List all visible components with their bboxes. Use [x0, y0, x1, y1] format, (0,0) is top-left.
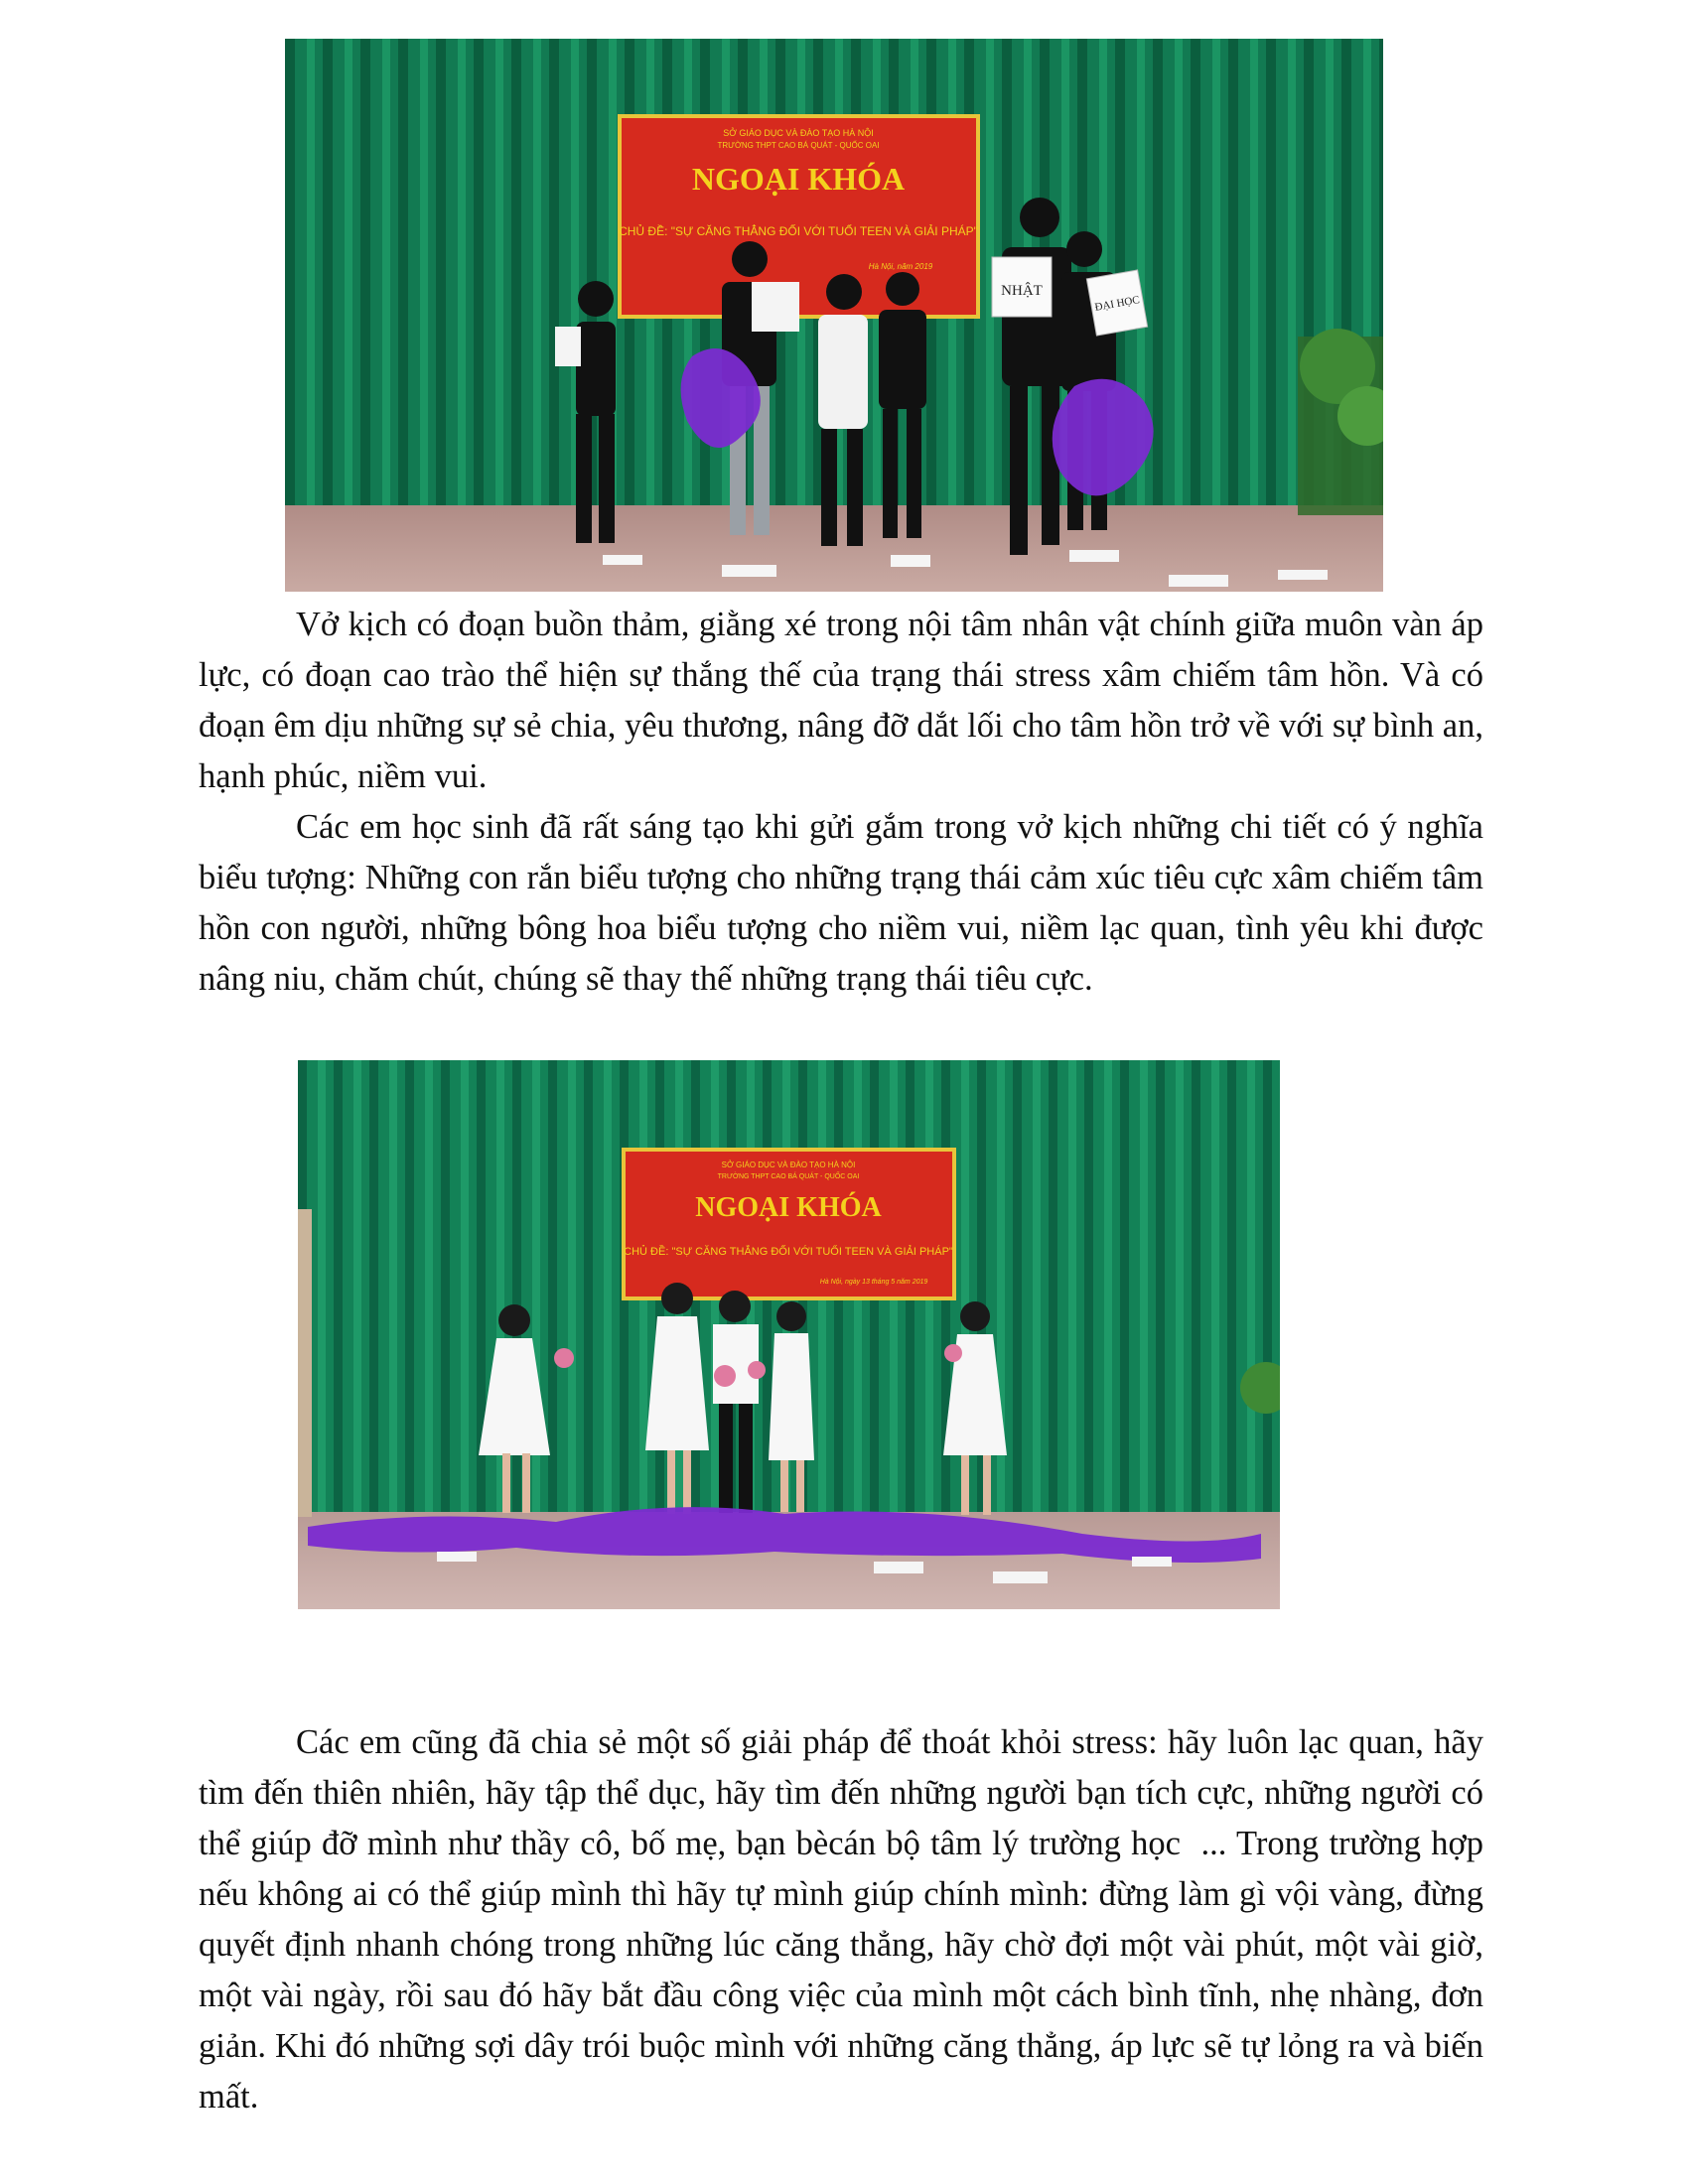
banner-1-line1: SỞ GIÁO DỤC VÀ ĐÀO TẠO HÀ NỘI: [723, 128, 874, 138]
stage-photo-2: [298, 1060, 1280, 1609]
sign-nhat: [992, 257, 1052, 317]
stage-photo-1: [285, 39, 1383, 592]
banner-1-title: NGOẠI KHÓA: [691, 161, 906, 197]
paragraph-3-part-a: Các em cũng đã chia sẻ một số giải pháp để thoát khỏi stress: hãy luôn lạc quan, hãy tìm đến thiên nhiên, hãy tập thể dục, hãy tìm đến những người bạn tích cực, những người có thể giúp đỡ mình như thầy cô, bố mẹ, bạn bècán bộ tâm lý trường học: [199, 1723, 1483, 1862]
banner-2-subtitle: CHỦ ĐỀ: "SỰ CĂNG THẲNG ĐỐI VỚI TUỔI TEEN VÀ GIẢI PHÁP": [624, 1246, 953, 1258]
banner-1-line2: TRƯỜNG THPT CAO BÁ QUÁT - QUỐC OAI: [717, 141, 880, 150]
banner-1-subtitle: CHỦ ĐỀ: "SỰ CĂNG THẲNG ĐỐI VỚI TUỔI TEEN VÀ GIẢI PHÁP": [619, 224, 978, 238]
banner-2-date: Hà Nội, ngày 13 tháng 5 năm 2019: [819, 1279, 928, 1286]
svg-text:ĐẠI HỌC: ĐẠI HỌC: [1093, 294, 1141, 314]
paragraph-3-part-b: ... Trong trường hợp nếu không ai có thể giúp mình thì hãy tự mình giúp chính mình: đừng làm gì vội vàng, đừng quyết định nhanh chóng trong những lúc căng thẳng, hãy chờ đợi một vài phút, một vài giờ, một vài ngày, rồi sau đó hãy bắt đầu công việc của mình một cách bình tĩnh, nhẹ nhàng, đơn giản. Khi đó những sợi dây trói buộc mình với những căng thẳng, áp lực sẽ tự lỏng ra và biến mất.: [199, 1825, 1483, 2116]
sign-dai-hoc: [1086, 270, 1147, 336]
banner-2-title: NGOẠI KHÓA: [695, 1192, 882, 1223]
banner-2: [624, 1150, 954, 1298]
stage-photo-2-image: [298, 1060, 1280, 1609]
stage-photo-1-image: [285, 39, 1383, 592]
paragraph-1: Vở kịch có đoạn buồn thảm, giằng xé trong nội tâm nhân vật chính giữa muôn vàn áp lực, có đoạn cao trào thể hiện sự thắng thế của trạng thái stress xâm chiếm tâm hồn. Và có đoạn êm dịu những sự sẻ chia, yêu thương, nâng đỡ dắt lối cho tâm hồn trở về với sự bình an, hạnh phúc, niềm vui.: [199, 606, 1483, 795]
paragraph-2: Các em học sinh đã rất sáng tạo khi gửi gắm trong vở kịch những chi tiết có ý nghĩa biểu tượng: Những con rắn biểu tượng cho những trạng thái cảm xúc tiêu cực xâm chiếm tâm hồn con người, những bông hoa biểu tượng cho niềm vui, niềm lạc quan, tình yêu khi được nâng niu, chăm chút, chúng sẽ thay thế những trạng thái tiêu cực.: [199, 808, 1483, 998]
svg-text:NHẬT: NHẬT: [1001, 283, 1043, 299]
banner-2-line2: TRƯỜNG THPT CAO BÁ QUÁT - QUỐC OAI: [717, 1173, 860, 1180]
banner-2-line1: SỞ GIÁO DỤC VÀ ĐÀO TẠO HÀ NỘI: [721, 1160, 856, 1169]
banner-1-date: Hà Nội, năm 2019: [868, 262, 933, 271]
paragraph-3: [199, 1717, 1483, 2122]
